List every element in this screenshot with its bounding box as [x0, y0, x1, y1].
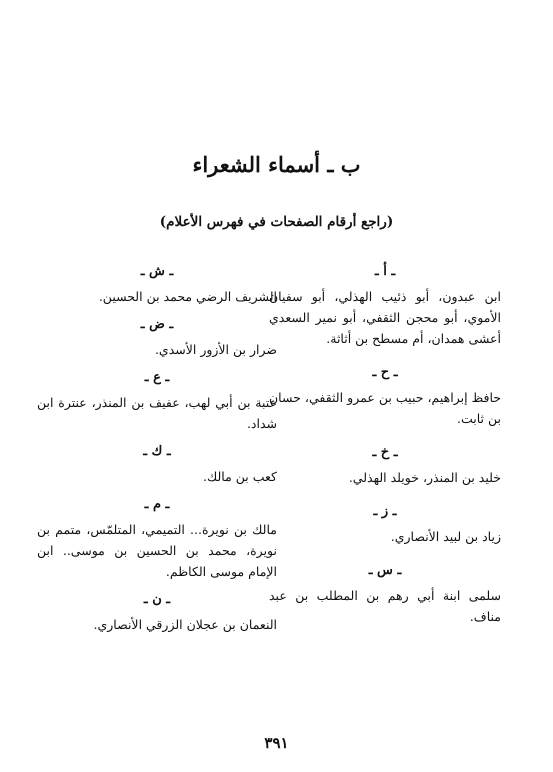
section-heading: ـ ش ـ [140, 264, 174, 279]
section-entry: خليد بن المنذر، خويلد الهذلي. [348, 470, 501, 485]
section-ha [269, 363, 501, 429]
section-sin [269, 561, 501, 627]
section-nun [37, 590, 277, 635]
section-ain [37, 368, 277, 434]
section-entry: سلمى ابنة أبي رهم بن المطلب بن عبد مناف. [269, 588, 501, 624]
page-subtitle: (راجع أرقام الصفحات في فهرس الأعلام) [159, 214, 394, 230]
section-entry: الشريف الرضي محمد بن الحسين. [98, 289, 277, 304]
section-kaf [37, 442, 277, 487]
section-shin [37, 262, 277, 307]
section-mim [37, 495, 277, 582]
section-alif [269, 262, 501, 349]
section-entry: ضرار بن الأزور الأسدي. [154, 342, 277, 357]
section-kha [269, 443, 501, 488]
section-entry: مالك بن نويرة... التميمي، المتلمّس، متمم بن نويرة، محمد بن الحسين بن موسى.. ابن الإمام موسى الكاظم. [37, 522, 277, 579]
section-heading: ـ ع ـ [144, 370, 170, 385]
section-heading: ـ م ـ [144, 497, 170, 512]
section-entry: حافظ إبراهيم، حبيب بن عمرو الثقفي، حسان بن ثابت. [269, 390, 501, 426]
section-zay [269, 502, 501, 547]
section-entry: عتبة بن أبي لهب، عفيف بن المنذر، عنترة ابن شداد. [37, 395, 277, 431]
section-heading: ـ ح ـ [372, 365, 398, 380]
page-number: ٣٩١ [264, 734, 289, 752]
page-title: ب ـ أسماء الشعراء [192, 152, 361, 177]
section-entry: زياد بن لبيد الأنصاري. [390, 529, 501, 544]
section-heading: ـ خ ـ [372, 445, 398, 460]
left-column [37, 262, 277, 643]
section-heading: ـ ض ـ [140, 317, 174, 332]
section-heading: ـ ن ـ [143, 592, 171, 607]
section-heading: ـ س ـ [368, 563, 402, 578]
section-entry: النعمان بن عجلان الزرقي الأنصاري. [93, 617, 277, 632]
section-heading: ـ ز ـ [373, 504, 397, 519]
section-entry: ابن عبدون، أبو ذئيب الهذلي، أبو سفيان الأموي، أبو محجن الثقفي، أبو نمير السعدي أعشى همدان، أم مسطح بن أثاثة. [269, 289, 501, 346]
section-heading: ـ أ ـ [374, 264, 396, 279]
right-column [269, 262, 501, 641]
section-dad [37, 315, 277, 360]
section-heading: ـ ك ـ [143, 444, 171, 459]
section-entry: كعب بن مالك. [202, 469, 277, 484]
